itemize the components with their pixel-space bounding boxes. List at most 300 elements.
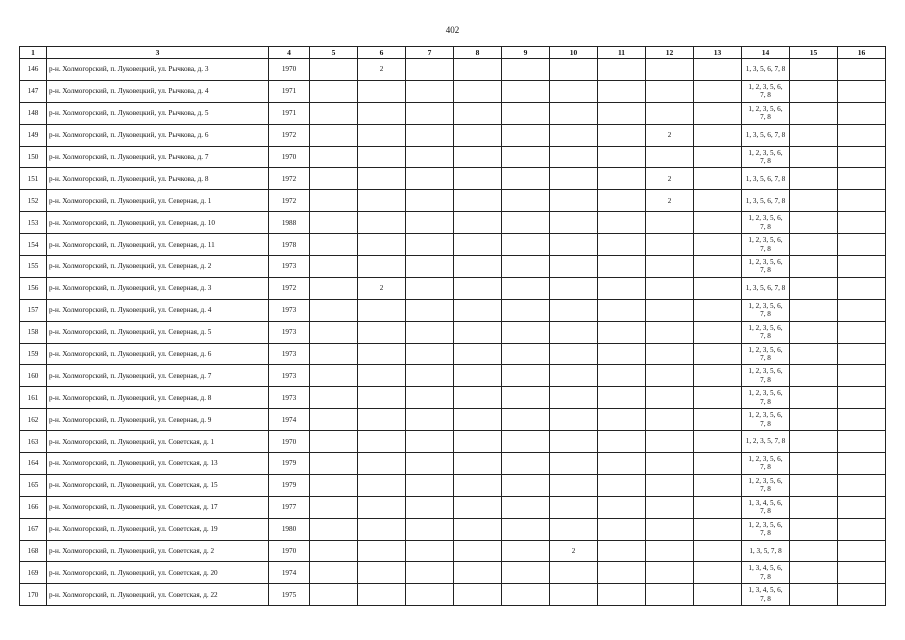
- column-13-cell: [694, 59, 742, 81]
- table-row: [20, 496, 886, 518]
- column-12-cell: [646, 431, 694, 453]
- column-10-cell: [550, 124, 598, 146]
- column-6-cell: [358, 80, 406, 102]
- column-6-cell: 2: [358, 59, 406, 81]
- address-cell: р-н. Холмогорский, п. Луковецкий, ул. Северная, д. 9: [47, 409, 269, 431]
- column-7-cell: [406, 474, 454, 496]
- column-9-cell: [502, 168, 550, 190]
- column-7-cell: [406, 102, 454, 124]
- column-header: 9: [502, 47, 550, 59]
- table-row: [20, 562, 886, 584]
- address-cell: р-н. Холмогорский, п. Луковецкий, ул. Рычкова, д. 8: [47, 168, 269, 190]
- column-10-cell: [550, 343, 598, 365]
- column-16-cell: [838, 299, 886, 321]
- column-7-cell: [406, 584, 454, 606]
- column-11-cell: [598, 277, 646, 299]
- row-number-cell: 169: [20, 562, 47, 584]
- column-15-cell: [790, 409, 838, 431]
- column-11-cell: [598, 474, 646, 496]
- column-13-cell: [694, 299, 742, 321]
- year-cell: 1974: [269, 409, 310, 431]
- column-7-cell: [406, 387, 454, 409]
- address-cell: р-н. Холмогорский, п. Луковецкий, ул. Рычкова, д. 6: [47, 124, 269, 146]
- column-5-cell: [310, 321, 358, 343]
- column-7-cell: [406, 146, 454, 168]
- column-10-cell: [550, 234, 598, 256]
- column-15-cell: [790, 256, 838, 278]
- address-cell: р-н. Холмогорский, п. Луковецкий, ул. Советская, д. 20: [47, 562, 269, 584]
- column-header: 13: [694, 47, 742, 59]
- codes-cell: 1, 3, 5, 7, 8: [742, 540, 790, 562]
- column-6-cell: [358, 190, 406, 212]
- year-cell: 1971: [269, 80, 310, 102]
- column-7-cell: [406, 234, 454, 256]
- column-11-cell: [598, 321, 646, 343]
- row-number-cell: 166: [20, 496, 47, 518]
- column-5-cell: [310, 80, 358, 102]
- page-number: 402: [445, 25, 460, 35]
- row-number-cell: 164: [20, 453, 47, 475]
- column-5-cell: [310, 277, 358, 299]
- column-15-cell: [790, 59, 838, 81]
- column-9-cell: [502, 80, 550, 102]
- column-15-cell: [790, 562, 838, 584]
- table-row: [20, 409, 886, 431]
- table-row: [20, 431, 886, 453]
- column-12-cell: [646, 212, 694, 234]
- year-cell: 1974: [269, 562, 310, 584]
- column-15-cell: [790, 168, 838, 190]
- codes-cell: 1, 3, 5, 6, 7, 8: [742, 277, 790, 299]
- address-cell: р-н. Холмогорский, п. Луковецкий, ул. Рычкова, д. 5: [47, 102, 269, 124]
- column-12-cell: [646, 256, 694, 278]
- column-11-cell: [598, 496, 646, 518]
- column-9-cell: [502, 321, 550, 343]
- column-8-cell: [454, 80, 502, 102]
- column-16-cell: [838, 277, 886, 299]
- column-6-cell: [358, 540, 406, 562]
- column-11-cell: [598, 431, 646, 453]
- codes-cell: 1, 2, 3, 5, 6, 7, 8: [742, 80, 790, 102]
- table-row: [20, 474, 886, 496]
- table-row: [20, 80, 886, 102]
- column-9-cell: [502, 431, 550, 453]
- column-9-cell: [502, 409, 550, 431]
- column-7-cell: [406, 190, 454, 212]
- column-8-cell: [454, 518, 502, 540]
- codes-cell: 1, 2, 3, 5, 7, 8: [742, 431, 790, 453]
- column-6-cell: [358, 146, 406, 168]
- column-header: 11: [598, 47, 646, 59]
- address-cell: р-н. Холмогорский, п. Луковецкий, ул. Северная, д. 7: [47, 365, 269, 387]
- column-8-cell: [454, 387, 502, 409]
- column-header: 4: [269, 47, 310, 59]
- column-9-cell: [502, 343, 550, 365]
- year-cell: 1973: [269, 321, 310, 343]
- column-header: 12: [646, 47, 694, 59]
- address-cell: р-н. Холмогорский, п. Луковецкий, ул. Советская, д. 17: [47, 496, 269, 518]
- column-9-cell: [502, 59, 550, 81]
- column-10-cell: 2: [550, 540, 598, 562]
- column-header: 16: [838, 47, 886, 59]
- year-cell: 1971: [269, 102, 310, 124]
- year-cell: 1972: [269, 168, 310, 190]
- codes-cell: 1, 3, 4, 5, 6, 7, 8: [742, 584, 790, 606]
- column-12-cell: [646, 343, 694, 365]
- table-row: [20, 256, 886, 278]
- column-15-cell: [790, 212, 838, 234]
- column-15-cell: [790, 387, 838, 409]
- column-5-cell: [310, 190, 358, 212]
- column-6-cell: [358, 321, 406, 343]
- column-6-cell: [358, 365, 406, 387]
- table-row: [20, 540, 886, 562]
- column-8-cell: [454, 496, 502, 518]
- column-13-cell: [694, 234, 742, 256]
- column-13-cell: [694, 277, 742, 299]
- column-10-cell: [550, 474, 598, 496]
- column-7-cell: [406, 277, 454, 299]
- column-7-cell: [406, 321, 454, 343]
- row-number-cell: 160: [20, 365, 47, 387]
- codes-cell: 1, 2, 3, 5, 6, 7, 8: [742, 102, 790, 124]
- column-6-cell: [358, 387, 406, 409]
- year-cell: 1979: [269, 474, 310, 496]
- column-12-cell: [646, 102, 694, 124]
- table-row: [20, 365, 886, 387]
- row-number-cell: 147: [20, 80, 47, 102]
- column-10-cell: [550, 146, 598, 168]
- column-10-cell: [550, 496, 598, 518]
- column-9-cell: [502, 562, 550, 584]
- column-11-cell: [598, 299, 646, 321]
- column-13-cell: [694, 496, 742, 518]
- column-11-cell: [598, 409, 646, 431]
- table-row: [20, 102, 886, 124]
- column-12-cell: [646, 453, 694, 475]
- table-row: [20, 277, 886, 299]
- address-cell: р-н. Холмогорский, п. Луковецкий, ул. Северная, д. 4: [47, 299, 269, 321]
- column-15-cell: [790, 496, 838, 518]
- year-cell: 1978: [269, 234, 310, 256]
- table-row: [20, 321, 886, 343]
- column-12-cell: [646, 496, 694, 518]
- column-5-cell: [310, 124, 358, 146]
- column-8-cell: [454, 474, 502, 496]
- table-row: [20, 190, 886, 212]
- header-row: [20, 47, 886, 59]
- address-cell: р-н. Холмогорский, п. Луковецкий, ул. Северная, д. 2: [47, 256, 269, 278]
- column-11-cell: [598, 80, 646, 102]
- column-6-cell: [358, 343, 406, 365]
- column-5-cell: [310, 59, 358, 81]
- column-9-cell: [502, 453, 550, 475]
- column-16-cell: [838, 496, 886, 518]
- codes-cell: 1, 2, 3, 5, 6, 7, 8: [742, 409, 790, 431]
- column-16-cell: [838, 562, 886, 584]
- year-cell: 1973: [269, 387, 310, 409]
- column-12-cell: [646, 365, 694, 387]
- row-number-cell: 155: [20, 256, 47, 278]
- column-6-cell: [358, 212, 406, 234]
- column-12-cell: [646, 562, 694, 584]
- column-7-cell: [406, 168, 454, 190]
- column-11-cell: [598, 234, 646, 256]
- column-7-cell: [406, 562, 454, 584]
- column-5-cell: [310, 540, 358, 562]
- column-12-cell: [646, 321, 694, 343]
- year-cell: 1975: [269, 584, 310, 606]
- column-7-cell: [406, 365, 454, 387]
- column-9-cell: [502, 518, 550, 540]
- column-5-cell: [310, 562, 358, 584]
- column-16-cell: [838, 146, 886, 168]
- column-7-cell: [406, 453, 454, 475]
- column-7-cell: [406, 299, 454, 321]
- column-16-cell: [838, 190, 886, 212]
- year-cell: 1977: [269, 496, 310, 518]
- column-11-cell: [598, 212, 646, 234]
- column-8-cell: [454, 59, 502, 81]
- column-8-cell: [454, 124, 502, 146]
- column-6-cell: [358, 124, 406, 146]
- column-header: 3: [47, 47, 269, 59]
- column-6-cell: [358, 409, 406, 431]
- column-9-cell: [502, 124, 550, 146]
- column-8-cell: [454, 584, 502, 606]
- row-number-cell: 168: [20, 540, 47, 562]
- address-cell: р-н. Холмогорский, п. Луковецкий, ул. Советская, д. 19: [47, 518, 269, 540]
- year-cell: 1970: [269, 431, 310, 453]
- column-12-cell: [646, 59, 694, 81]
- column-10-cell: [550, 59, 598, 81]
- column-8-cell: [454, 540, 502, 562]
- column-11-cell: [598, 102, 646, 124]
- column-11-cell: [598, 190, 646, 212]
- address-cell: р-н. Холмогорский, п. Луковецкий, ул. Рычкова, д. 4: [47, 80, 269, 102]
- column-5-cell: [310, 584, 358, 606]
- column-6-cell: [358, 518, 406, 540]
- column-16-cell: [838, 59, 886, 81]
- row-number-cell: 151: [20, 168, 47, 190]
- column-13-cell: [694, 474, 742, 496]
- column-header: 1: [20, 47, 47, 59]
- column-11-cell: [598, 124, 646, 146]
- address-cell: р-н. Холмогорский, п. Луковецкий, ул. Северная, д. 3: [47, 277, 269, 299]
- year-cell: 1972: [269, 277, 310, 299]
- column-12-cell: [646, 474, 694, 496]
- column-8-cell: [454, 562, 502, 584]
- column-header: 15: [790, 47, 838, 59]
- address-cell: р-н. Холмогорский, п. Луковецкий, ул. Советская, д. 13: [47, 453, 269, 475]
- column-5-cell: [310, 299, 358, 321]
- row-number-cell: 162: [20, 409, 47, 431]
- address-cell: р-н. Холмогорский, п. Луковецкий, ул. Рычкова, д. 7: [47, 146, 269, 168]
- column-9-cell: [502, 234, 550, 256]
- codes-cell: 1, 2, 3, 5, 6, 7, 8: [742, 453, 790, 475]
- column-12-cell: 2: [646, 168, 694, 190]
- column-10-cell: [550, 365, 598, 387]
- column-15-cell: [790, 321, 838, 343]
- column-15-cell: [790, 453, 838, 475]
- column-6-cell: [358, 102, 406, 124]
- codes-cell: 1, 2, 3, 5, 6, 7, 8: [742, 343, 790, 365]
- address-cell: р-н. Холмогорский, п. Луковецкий, ул. Советская, д. 2: [47, 540, 269, 562]
- row-number-cell: 148: [20, 102, 47, 124]
- column-12-cell: [646, 234, 694, 256]
- codes-cell: 1, 2, 3, 5, 6, 7, 8: [742, 256, 790, 278]
- row-number-cell: 157: [20, 299, 47, 321]
- column-13-cell: [694, 431, 742, 453]
- codes-cell: 1, 3, 4, 5, 6, 7, 8: [742, 496, 790, 518]
- column-10-cell: [550, 277, 598, 299]
- column-7-cell: [406, 431, 454, 453]
- column-10-cell: [550, 212, 598, 234]
- row-number-cell: 154: [20, 234, 47, 256]
- column-15-cell: [790, 518, 838, 540]
- housing-register-table: [19, 46, 886, 606]
- column-7-cell: [406, 518, 454, 540]
- column-15-cell: [790, 190, 838, 212]
- column-11-cell: [598, 256, 646, 278]
- column-16-cell: [838, 474, 886, 496]
- column-11-cell: [598, 146, 646, 168]
- column-11-cell: [598, 343, 646, 365]
- column-15-cell: [790, 277, 838, 299]
- column-11-cell: [598, 584, 646, 606]
- column-13-cell: [694, 518, 742, 540]
- row-number-cell: 156: [20, 277, 47, 299]
- table-row: [20, 343, 886, 365]
- address-cell: р-н. Холмогорский, п. Луковецкий, ул. Северная, д. 8: [47, 387, 269, 409]
- column-16-cell: [838, 343, 886, 365]
- column-5-cell: [310, 474, 358, 496]
- column-8-cell: [454, 212, 502, 234]
- column-12-cell: [646, 80, 694, 102]
- column-7-cell: [406, 124, 454, 146]
- column-6-cell: [358, 562, 406, 584]
- column-5-cell: [310, 387, 358, 409]
- table-row: [20, 518, 886, 540]
- column-10-cell: [550, 256, 598, 278]
- column-15-cell: [790, 234, 838, 256]
- column-15-cell: [790, 102, 838, 124]
- row-number-cell: 149: [20, 124, 47, 146]
- column-16-cell: [838, 124, 886, 146]
- column-8-cell: [454, 168, 502, 190]
- column-13-cell: [694, 256, 742, 278]
- column-header: 6: [358, 47, 406, 59]
- column-16-cell: [838, 518, 886, 540]
- column-10-cell: [550, 584, 598, 606]
- column-9-cell: [502, 212, 550, 234]
- column-6-cell: [358, 168, 406, 190]
- column-12-cell: [646, 584, 694, 606]
- column-11-cell: [598, 59, 646, 81]
- table-row: [20, 387, 886, 409]
- column-13-cell: [694, 102, 742, 124]
- column-15-cell: [790, 146, 838, 168]
- row-number-cell: 159: [20, 343, 47, 365]
- table-row: [20, 168, 886, 190]
- column-8-cell: [454, 190, 502, 212]
- column-9-cell: [502, 584, 550, 606]
- column-16-cell: [838, 365, 886, 387]
- table-row: [20, 59, 886, 81]
- column-13-cell: [694, 453, 742, 475]
- column-5-cell: [310, 496, 358, 518]
- table-row: [20, 234, 886, 256]
- column-11-cell: [598, 562, 646, 584]
- column-8-cell: [454, 431, 502, 453]
- codes-cell: 1, 2, 3, 5, 6, 7, 8: [742, 518, 790, 540]
- column-15-cell: [790, 124, 838, 146]
- column-5-cell: [310, 146, 358, 168]
- row-number-cell: 161: [20, 387, 47, 409]
- column-6-cell: [358, 256, 406, 278]
- year-cell: 1972: [269, 190, 310, 212]
- year-cell: 1972: [269, 124, 310, 146]
- column-9-cell: [502, 256, 550, 278]
- column-10-cell: [550, 409, 598, 431]
- column-16-cell: [838, 584, 886, 606]
- column-15-cell: [790, 299, 838, 321]
- column-9-cell: [502, 146, 550, 168]
- column-7-cell: [406, 343, 454, 365]
- column-9-cell: [502, 277, 550, 299]
- column-16-cell: [838, 80, 886, 102]
- column-12-cell: [646, 387, 694, 409]
- column-6-cell: 2: [358, 277, 406, 299]
- column-header: 14: [742, 47, 790, 59]
- row-number-cell: 152: [20, 190, 47, 212]
- column-11-cell: [598, 387, 646, 409]
- column-15-cell: [790, 343, 838, 365]
- column-5-cell: [310, 343, 358, 365]
- column-10-cell: [550, 321, 598, 343]
- column-6-cell: [358, 496, 406, 518]
- column-6-cell: [358, 453, 406, 475]
- codes-cell: 1, 3, 5, 6, 7, 8: [742, 168, 790, 190]
- column-8-cell: [454, 299, 502, 321]
- column-8-cell: [454, 409, 502, 431]
- codes-cell: 1, 2, 3, 5, 6, 7, 8: [742, 212, 790, 234]
- column-13-cell: [694, 387, 742, 409]
- address-cell: р-н. Холмогорский, п. Луковецкий, ул. Рычкова, д. 3: [47, 59, 269, 81]
- column-16-cell: [838, 168, 886, 190]
- column-15-cell: [790, 540, 838, 562]
- column-9-cell: [502, 365, 550, 387]
- column-5-cell: [310, 431, 358, 453]
- table-row: [20, 299, 886, 321]
- column-16-cell: [838, 453, 886, 475]
- codes-cell: 1, 3, 5, 6, 7, 8: [742, 190, 790, 212]
- column-8-cell: [454, 365, 502, 387]
- row-number-cell: 153: [20, 212, 47, 234]
- column-9-cell: [502, 496, 550, 518]
- column-15-cell: [790, 80, 838, 102]
- column-6-cell: [358, 431, 406, 453]
- column-16-cell: [838, 387, 886, 409]
- column-12-cell: [646, 277, 694, 299]
- column-16-cell: [838, 321, 886, 343]
- column-8-cell: [454, 256, 502, 278]
- column-10-cell: [550, 518, 598, 540]
- table-body: [20, 59, 886, 606]
- column-6-cell: [358, 299, 406, 321]
- codes-cell: 1, 2, 3, 5, 6, 7, 8: [742, 321, 790, 343]
- column-13-cell: [694, 168, 742, 190]
